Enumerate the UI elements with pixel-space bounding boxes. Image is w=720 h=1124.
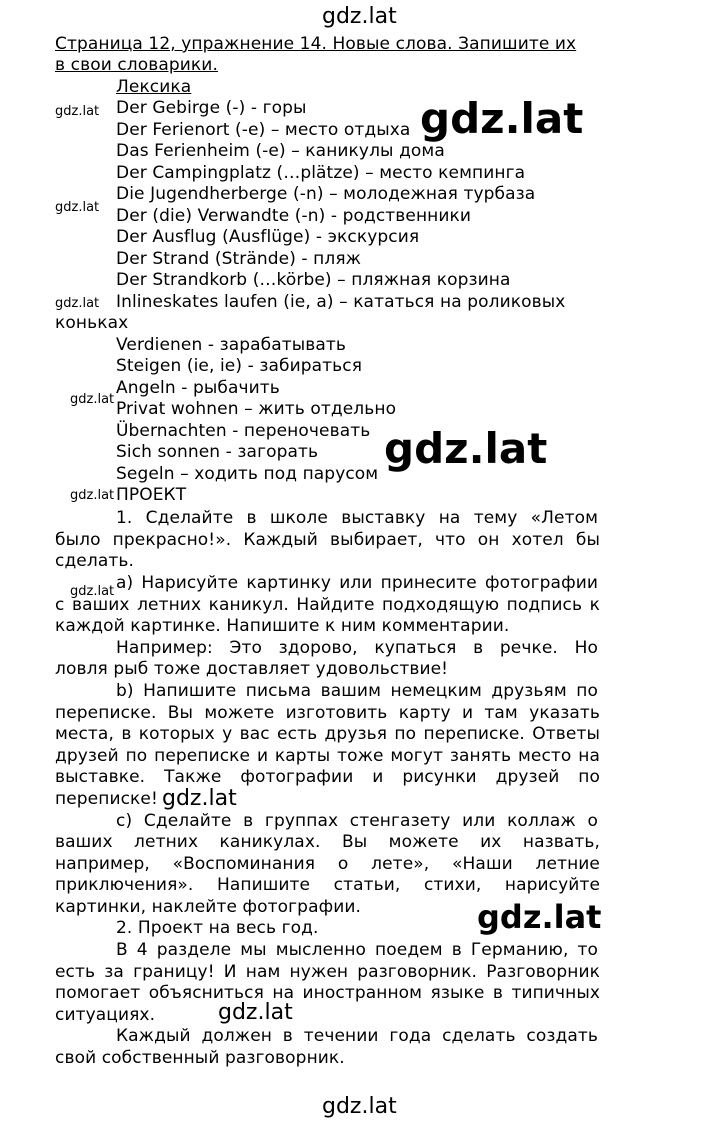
project-line: свой собственный разговорник. — [55, 1048, 345, 1068]
vocab-item: Inlineskates laufen (ie, a) – кататься на роликовых — [116, 292, 566, 312]
vocab-item: Der Strand (Strände) - пляж — [116, 249, 362, 269]
watermark-medium: gdz.lat — [162, 786, 237, 811]
project-line: b) Напишите письма вашим немецким друзьям по — [116, 681, 598, 701]
project-line: переписке. Вы можете изготовить карту и там указать — [55, 703, 600, 723]
vocab-item: Der Ferienort (-e) – место отдыха — [116, 120, 411, 140]
project-line: приключения». Напишите статьи, стихи, нарисуйте — [55, 875, 600, 895]
project-line: 1. Сделайте в школе выставку на тему «Летом — [116, 508, 598, 528]
vocab-item: Das Ferienheim (-e) – каникулы дома — [116, 141, 445, 161]
vocab-item: Sich sonnen - загорать — [116, 442, 319, 462]
watermark-small: gdz.lat — [55, 200, 100, 215]
watermark-small: gdz.lat — [70, 488, 115, 503]
watermark-small: gdz.lat — [70, 392, 115, 407]
vocab-item: Der Ausflug (Ausflüge) - экскурсия — [116, 227, 420, 247]
project-line: переписке! — [55, 789, 158, 809]
vocab-item: Der (die) Verwandte (-n) - родственники — [116, 206, 472, 226]
project-line: картинки, наклейте фотографии. — [55, 897, 362, 917]
project-line: ваших летних каникулах. Вы можете их назвать, — [55, 832, 600, 852]
watermark-small: gdz.lat — [55, 104, 100, 119]
watermark-large: gdz.lat — [420, 94, 584, 143]
project-line: с ваших летних каникул. Найдите подходящую подпись к — [55, 595, 600, 615]
vocab-item: Segeln – ходить под парусом — [116, 464, 379, 484]
vocab-item: Die Jugendherberge (-n) – молодежная турбаза — [116, 184, 536, 204]
exercise-title-line1: Страница 12, упражнение 14. Новые слова. Запишите их — [55, 34, 577, 54]
project-line: ситуациях. — [55, 1005, 156, 1025]
project-line: помогает объясниться на иностранном языке в типичных — [55, 983, 600, 1003]
project-line: каждой картинке. Напишите к ним комментарии. — [55, 616, 510, 636]
watermark-top: gdz.lat — [322, 4, 397, 29]
project-line: a) Нарисуйте картинку или принесите фотографии — [116, 573, 598, 593]
vocab-item: коньках — [55, 313, 129, 333]
project-line: В 4 разделе мы мысленно поедем в Германию, то — [116, 940, 598, 960]
project-line: было прекрасно!». Каждый выбирает, что он хотел бы — [55, 530, 600, 550]
watermark-small: gdz.lat — [55, 296, 100, 311]
vocab-item: Der Gebirge (-) - горы — [116, 98, 307, 118]
vocab-item: Der Campingplatz (…plätze) – место кемпинга — [116, 163, 526, 183]
vocab-item: Verdienen - зарабатывать — [116, 335, 347, 355]
vocab-heading: Лексика — [116, 77, 192, 97]
project-line: есть за границу! И нам нужен разговорник. Разговорник — [55, 962, 600, 982]
exercise-title-line2: в свои словарики. — [55, 55, 218, 75]
watermark-small: gdz.lat — [70, 584, 115, 599]
vocab-item: Übernachten - переночевать — [116, 421, 371, 441]
vocab-item: Angeln - рыбачить — [116, 378, 280, 398]
project-line: выставке. Также фотографии и рисунки друзей по — [55, 767, 600, 787]
project-line: сделать. — [55, 551, 134, 571]
project-line: Каждый должен в течении года сделать создать — [116, 1026, 598, 1046]
project-line: Например: Это здорово, купаться в речке. Но — [116, 638, 598, 658]
project-line: 2. Проект на весь год. — [116, 918, 319, 938]
project-line: друзей по переписке и карты тоже могут занять место на — [55, 746, 600, 766]
watermark-large: gdz.lat — [477, 898, 602, 936]
vocab-item: Privat wohnen – жить отдельно — [116, 399, 397, 419]
project-line: места, в которых у вас есть друзья по переписке. Ответы — [55, 724, 600, 744]
project-heading: ПРОЕКТ — [116, 485, 187, 505]
vocab-item: Der Strandkorb (…körbe) – пляжная корзина — [116, 270, 511, 290]
watermark-bottom: gdz.lat — [322, 1094, 397, 1119]
project-line: ловля рыб тоже доставляет удовольствие! — [55, 659, 449, 679]
project-line: c) Сделайте в группах стенгазету или коллаж о — [116, 811, 598, 831]
watermark-medium: gdz.lat — [218, 1000, 293, 1025]
watermark-large: gdz.lat — [384, 424, 548, 473]
vocab-item: Steigen (ie, ie) - забираться — [116, 356, 363, 376]
project-line: например, «Воспоминания о лете», «Наши летние — [55, 854, 600, 874]
